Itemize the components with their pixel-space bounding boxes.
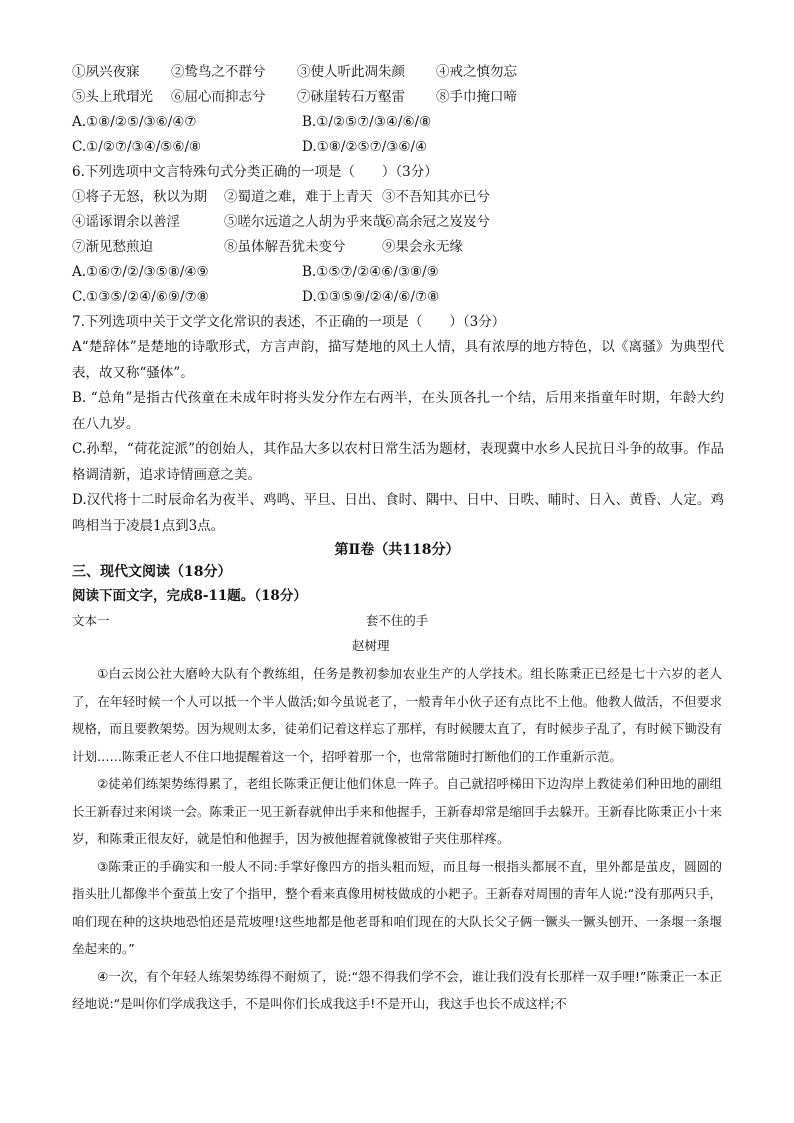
q6-item: ④谣诼谓余以善淫 — [72, 214, 180, 230]
q5-options-row-1 — [72, 110, 732, 135]
q6-option-d: D.①③⑤⑨/②④/⑥/⑦⑧ — [302, 289, 440, 305]
q5-item: ⑥屈心而抑志兮 — [171, 89, 266, 105]
q5-option-b: B.①/②⑤⑦/③④/⑥/⑧ — [302, 114, 432, 130]
q7-stem: 7.下列选项中关于文学文化常识的表述，不正确的一项是（ ）（3分） — [72, 314, 506, 330]
q6-item: ②蜀道之难，难于上青天 — [224, 189, 373, 205]
q5-items-row-2 — [72, 85, 732, 110]
story-paragraph-1: ①白云岗公社大磨岭大队有个教练组，任务是教初参加农业生产的人学技术。组长陈秉正已经是七十六岁的老人了，在年轻时候一个人可以抵一个半人做活;如今虽说老了，一般青年小伙子还有点比不上他。他教人做活，不但要求规格，而且要教架势。因为规则太多，徒弟们记着这样忘了那样，有时候腰太直了，有时候步子乱了，有时候下锄没有计划……陈秉正老人不住口地提醒着这一个，招呼着那一个，也常常随时打断他们的工作重新示范。 — [72, 666, 723, 764]
q5-option-c: C.①/②⑦/③④/⑤⑥/⑧ — [72, 139, 202, 155]
q6-item: ①将子无怒，秋以为期 — [72, 189, 207, 205]
q6-option-c: C.①③⑤/②④/⑥⑨/⑦⑧ — [72, 289, 209, 305]
q7-option-b: B. “总角”是指古代孩童在未成年时将头发分作左右两半，在头顶各扎一个结，后用来指童年时期，年龄大约在八九岁。 — [72, 390, 724, 432]
q5-item: ⑤头上玳瑁光 — [72, 89, 153, 105]
q5-option-a: A.①⑧/②⑤/③⑥/④⑦ — [72, 114, 197, 130]
reading-instruction: 阅读下面文字，完成8-11题。（18分） — [72, 588, 307, 604]
q6-option-a: A.①⑥⑦/②/③⑤⑧/④⑨ — [72, 264, 209, 280]
story-paragraph-2: ②徒弟们练架势练得累了，老组长陈秉正便让他们休息一阵子。自己就招呼梯田下边沟岸上教徒弟们种田地的副组长王新春过来闲谈一会。陈秉正一见王新春就伸出手来和他握手，王新春却常是缩回手去躲开。王新春比陈秉正小十来岁，和陈秉正很友好，就是怕和他握手，因为被他握着就像被钳子夹住那样疼。 — [72, 776, 723, 846]
q5-item: ③使人听此凋朱颜 — [297, 64, 405, 80]
q5-item: ④戒之慎勿忘 — [436, 64, 517, 80]
q6-item: ⑧虽体解吾犹未变兮 — [224, 239, 346, 255]
q6-item: ⑥高余冠之岌岌兮 — [382, 214, 490, 230]
q6-item: ⑨果会永无缘 — [382, 239, 463, 255]
story-body — [72, 660, 722, 1018]
q5-option-d: D.①⑧/②⑤⑦/③⑥/④ — [302, 139, 428, 155]
q5-item: ⑧手巾掩口啼 — [436, 89, 517, 105]
q6-item: ③不吾知其亦已兮 — [382, 189, 490, 205]
q6-items-row-2 — [72, 210, 732, 235]
story-author: 赵树理 — [352, 638, 390, 653]
q6-item: ⑤嗟尔远道之人胡为乎来哉 — [224, 214, 386, 230]
volume-title: 第Ⅱ卷（共118分） — [334, 542, 460, 558]
q7-option-a: A“楚辞体”是楚地的诗歌形式，方言声韵，描写楚地的风土人情，具有浓厚的地方特色，以《离骚》为典型代表，故又称“骚体”。 — [72, 339, 724, 381]
story-title: 套不住的手 — [365, 613, 429, 628]
q6-item: ⑦渐见愁煎迫 — [72, 239, 153, 255]
section-heading: 三、现代文阅读（18分） — [72, 564, 232, 580]
q6-option-b: B.①⑤⑦/②④⑥/③⑧/⑨ — [302, 264, 439, 280]
q7-option-d: D.汉代将十二时辰命名为夜半、鸡鸣、平旦、日出、食时、隅中、日中、日昳、晡时、日入、黄昏、人定。鸡鸣相当于凌晨1点到3点。 — [72, 492, 724, 534]
q6-stem: 6.下列选项中文言特殊句式分类正确的一项是（ ）（3分） — [72, 164, 438, 180]
story-paragraph-3: ③陈秉正的手确实和一般人不同:手掌好像四方的指头粗而短，而且每一根指头都展不直，里外都是茧皮，圆圆的指头肚儿都像半个蚕茧上安了个指甲，整个看来真像用树枝做成的小耙子。王新春对周围的青年人说:“没有那两只手，咱们现在种的这块地恐怕还是荒坡哩!这些地都是他老哥和咱们现在的大队长父子俩一镢头一镢头刨开、一条堰一条堰垒起来的。” — [72, 858, 722, 956]
q6-options-row-2 — [72, 285, 732, 310]
q6-options-row-1 — [72, 260, 732, 285]
q6-items-row-1 — [72, 185, 732, 210]
q5-item: ②鸷鸟之不群兮 — [171, 64, 266, 80]
q6-items-row-3 — [72, 235, 732, 260]
text-label: 文本一 — [72, 613, 110, 628]
q5-item: ⑦砯崖转石万壑雷 — [297, 89, 405, 105]
q5-options-row-2 — [72, 135, 732, 160]
story-paragraph-4: ④一次，有个年轻人练架势练得不耐烦了，说:“怨不得我们学不会，谁让我们没有长那样一双手哩!”陈秉正一本正经地说:“是叫你们学成我这手，不是叫你们长成我这手!不是开山，我这手也长不成这样;不 — [72, 968, 722, 1011]
q5-items-row-1 — [72, 60, 732, 85]
q5-item: ①夙兴夜寐 — [72, 64, 140, 80]
q7-option-c: C.孙犁，“荷花淀派”的创始人，其作品大多以农村日常生活为题材，表现冀中水乡人民抗日斗争的故事。作品格调清新，追求诗情画意之美。 — [72, 441, 724, 483]
